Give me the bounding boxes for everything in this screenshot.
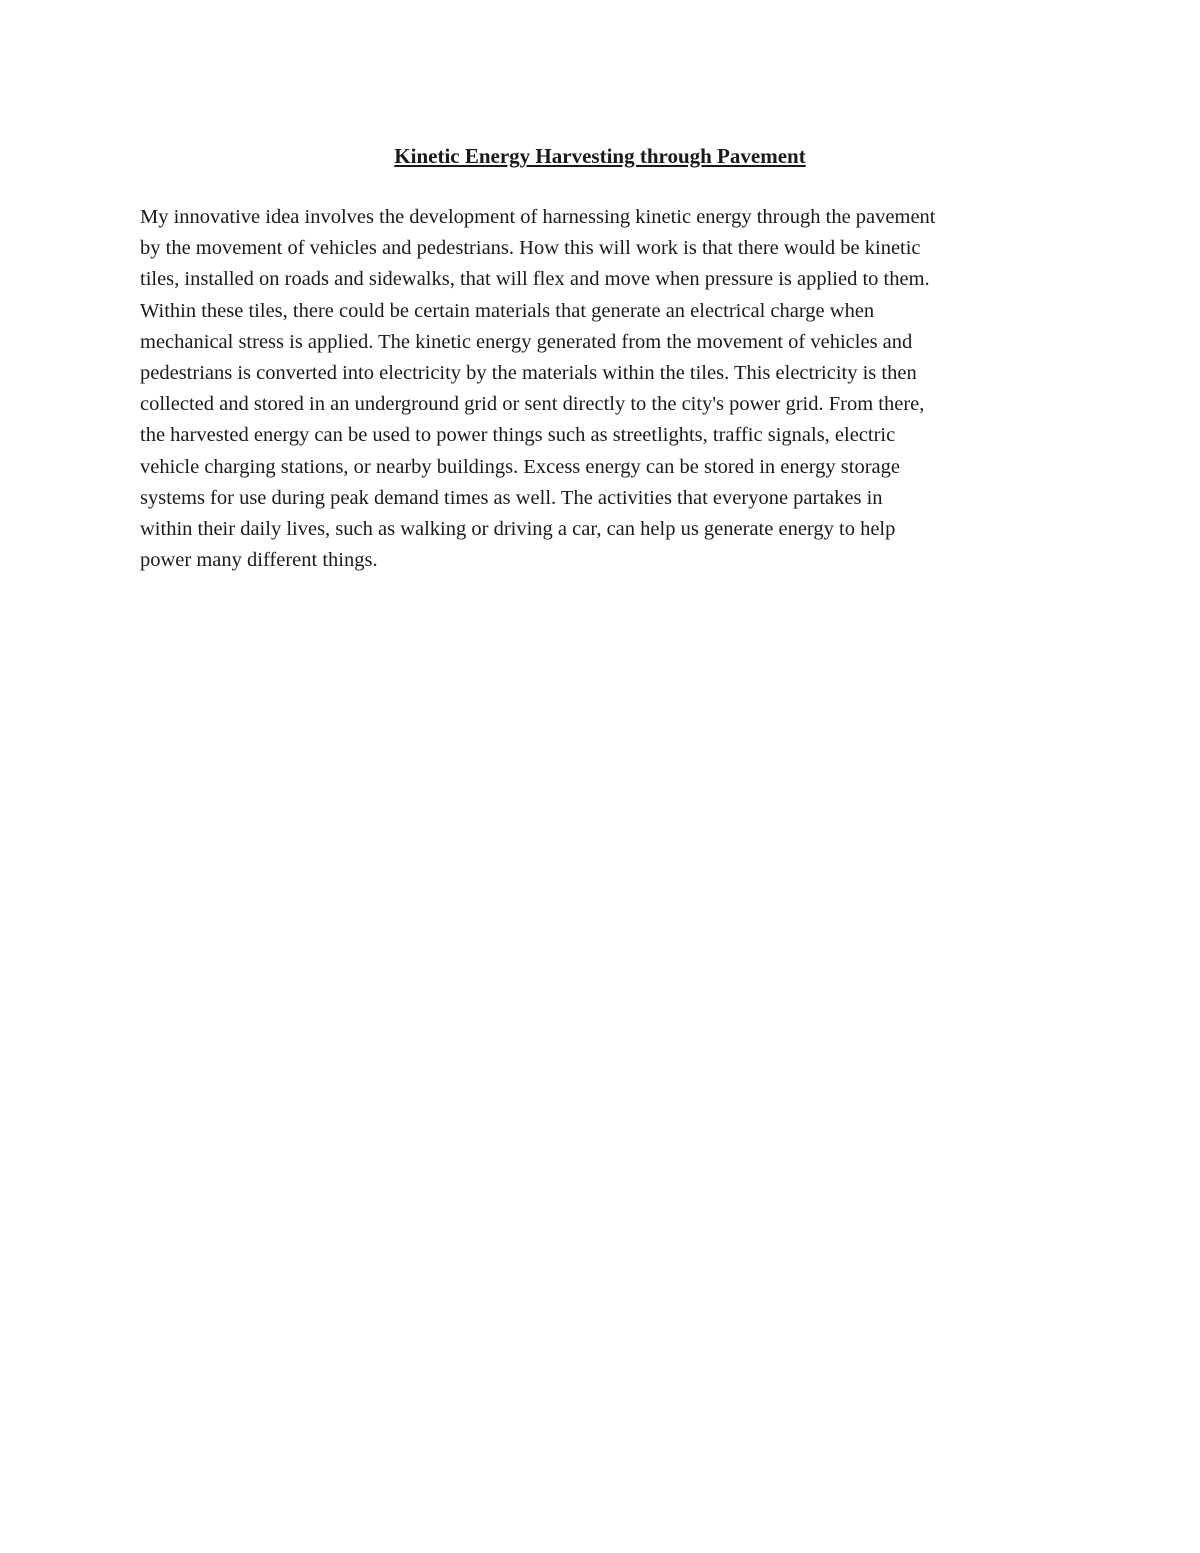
paragraph-line: within their daily lives, such as walking or driving a car, can help us generate energy to help [140, 518, 896, 541]
paragraph-line: power many different things. [140, 549, 378, 572]
paragraph-line: systems for use during peak demand times as well. The activities that everyone partakes in [140, 486, 883, 509]
paragraph-line: mechanical stress is applied. The kinetic energy generated from the movement of vehicles and [140, 330, 913, 353]
paragraph-line: vehicle charging stations, or nearby buildings. Excess energy can be stored in energy storage [140, 455, 900, 478]
paragraph-line: by the movement of vehicles and pedestrians. How this will work is that there would be kinetic [140, 237, 921, 260]
document-body [140, 202, 1060, 576]
paragraph-line: Within these tiles, there could be certain materials that generate an electrical charge when [140, 299, 875, 322]
paragraph-line: pedestrians is converted into electricity by the materials within the tiles. This electricity is then [140, 362, 917, 385]
paragraph-line: collected and stored in an underground grid or sent directly to the city's power grid. From there, [140, 393, 925, 416]
paragraph-line: My innovative idea involves the development of harnessing kinetic energy through the pavement [140, 206, 936, 228]
document-title: Kinetic Energy Harvesting through Pavement [394, 144, 806, 168]
paragraph-line: the harvested energy can be used to power things such as streetlights, traffic signals, electric [140, 424, 896, 447]
paragraph-line: tiles, installed on roads and sidewalks, that will flex and move when pressure is applied to them. [140, 268, 930, 291]
